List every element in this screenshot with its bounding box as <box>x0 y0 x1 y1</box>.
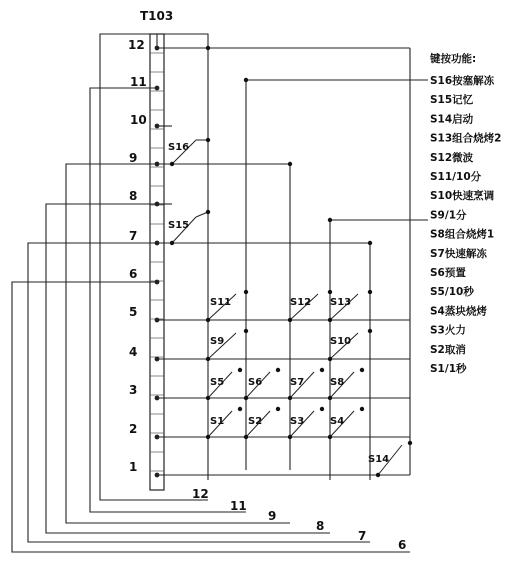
row-wires <box>157 48 410 475</box>
bottom-label: 9 <box>268 509 277 523</box>
bottom-label: 8 <box>316 519 325 533</box>
switch-s5 <box>208 368 242 398</box>
legend-item: S1/1秒 <box>430 363 467 375</box>
switch-s11 <box>208 290 248 320</box>
pin-label: 3 <box>129 383 138 397</box>
switch-label: S14 <box>368 454 390 465</box>
legend-item: S4蒸块烧烤 <box>430 305 487 318</box>
legend-item: S3火力 <box>430 324 466 337</box>
legend-item: S11/10分 <box>430 171 482 183</box>
switch-s15 <box>168 210 210 243</box>
switch-label: S13 <box>330 297 352 308</box>
switch-label: S9 <box>210 336 225 347</box>
legend-item: S12微波 <box>430 151 474 164</box>
pin-label: 5 <box>129 305 138 319</box>
column-wires <box>208 48 410 480</box>
switch-s16 <box>168 138 210 164</box>
legend-items <box>430 74 501 375</box>
pin-label: 2 <box>129 422 138 436</box>
switch-label: S11 <box>210 297 232 308</box>
return-wire-8 <box>46 204 330 533</box>
legend-item: S13组合烧烤2 <box>430 132 502 145</box>
switch-s8 <box>330 368 364 398</box>
switch-label: S15 <box>168 220 190 231</box>
legend-item: S5/10秒 <box>430 286 474 299</box>
switch-label: S4 <box>330 416 345 427</box>
switch-s3 <box>290 407 324 437</box>
pin-label: 6 <box>129 267 138 281</box>
bottom-label: 7 <box>358 529 367 543</box>
switch-s9 <box>208 329 248 359</box>
legend-item: S6预置 <box>430 267 466 279</box>
switch-label: S10 <box>330 336 352 347</box>
bottom-label: 12 <box>192 487 209 501</box>
pin-label: 9 <box>129 151 138 165</box>
switch-label: S7 <box>290 377 305 388</box>
switch-label: S16 <box>168 142 190 153</box>
switch-s7 <box>290 368 324 398</box>
switch-label: S1 <box>210 416 225 427</box>
switch-s10 <box>330 329 372 359</box>
legend-item: S10快速烹调 <box>430 190 495 203</box>
switch-s6 <box>246 368 280 398</box>
pin-label: 12 <box>128 38 145 52</box>
switch-label: S2 <box>248 416 263 427</box>
legend-item: S2取消 <box>430 343 466 356</box>
switch-s2 <box>246 407 280 437</box>
pin-label: 8 <box>129 189 138 203</box>
pin-label: 7 <box>129 229 138 243</box>
legend-title: 键按功能: <box>430 53 477 65</box>
pin-label: 1 <box>129 460 138 474</box>
legend-item: S9/1分 <box>430 209 467 222</box>
bottom-label: 6 <box>398 538 407 552</box>
pin-labels <box>128 38 147 474</box>
pin-label: 11 <box>130 75 147 89</box>
legend-item: S14启动 <box>430 113 474 126</box>
pin-label: 10 <box>130 113 147 127</box>
switch-label: S5 <box>210 377 225 388</box>
pin-label: 4 <box>129 345 138 359</box>
switch-label: S8 <box>330 377 345 388</box>
switch-s12 <box>290 290 332 320</box>
legend-item: S8组合烧烤1 <box>430 228 495 241</box>
switch-s1 <box>208 407 242 437</box>
connector-title: T103 <box>140 9 174 23</box>
switch-label: S12 <box>290 297 312 308</box>
legend-item: S16按塞解冻 <box>430 75 495 87</box>
bottom-label: 11 <box>230 499 247 513</box>
switch-s14 <box>368 441 412 477</box>
switch-s4 <box>330 407 364 437</box>
switch-s13 <box>330 290 372 320</box>
legend <box>430 52 501 375</box>
return-wires <box>12 34 428 552</box>
legend-item: S7快速解冻 <box>430 247 487 260</box>
switch-label: S3 <box>290 416 305 427</box>
switch-label: S6 <box>248 377 263 388</box>
legend-item: S15记忆 <box>430 94 474 107</box>
